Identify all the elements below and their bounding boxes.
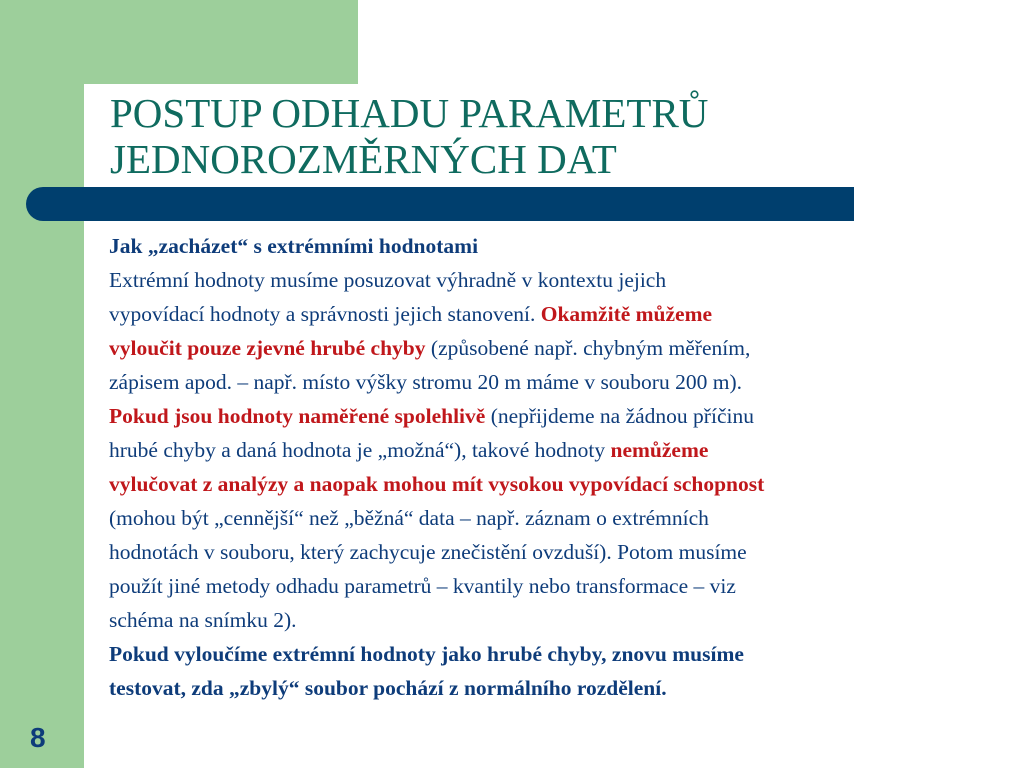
title-line-1: POSTUP ODHADU PARAMETRŮ <box>110 90 709 136</box>
body-line: schéma na snímku 2). <box>109 608 297 632</box>
body-line: Extrémní hodnoty musíme posuzovat výhradně v kontextu jejich <box>109 268 667 292</box>
body-heading: Jak „zacházet“ s extrémními hodnotami <box>109 234 479 258</box>
left-green-band <box>0 0 84 768</box>
emphasis-text: Pokud jsou hodnoty naměřené spolehlivě <box>109 404 486 428</box>
body-text: hrubé chyby a daná hodnota je „možná“), takové hodnoty <box>109 438 611 462</box>
body-text: vypovídací hodnoty a správnosti jejich stanovení. <box>109 302 541 326</box>
slide-body <box>109 229 989 705</box>
body-line: použít jiné metody odhadu parametrů – kvantily nebo transformace – viz <box>109 574 736 598</box>
body-line: (mohou být „cennější“ než „běžná“ data – např. záznam o extrémních <box>109 506 709 530</box>
top-green-band <box>84 0 358 84</box>
emphasis-text: nemůžeme <box>610 438 709 462</box>
body-line <box>109 297 989 331</box>
title-line-2: JEDNOROZMĚRNÝCH DAT <box>110 136 617 182</box>
body-text: (nepřijdeme na žádnou příčinu <box>485 404 754 428</box>
emphasis-text: vyloučit pouze zjevné hrubé chyby <box>109 336 426 360</box>
body-line <box>109 399 989 433</box>
page-number: 8 <box>30 722 46 753</box>
body-line <box>109 331 989 365</box>
title-underline-bar <box>26 187 854 221</box>
slide-title <box>110 90 850 182</box>
emphasis-text: Okamžitě můžeme <box>540 302 713 326</box>
body-line: hodnotách v souboru, který zachycuje znečistění ovzduší). Potom musíme <box>109 540 747 564</box>
conclusion-line: Pokud vyloučíme extrémní hodnoty jako hrubé chyby, znovu musíme <box>109 642 744 666</box>
conclusion-line: testovat, zda „zbylý“ soubor pochází z normálního rozdělení. <box>109 676 667 700</box>
body-line <box>109 433 989 467</box>
body-text: (způsobené např. chybným měřením, <box>425 336 751 360</box>
emphasis-line: vylučovat z analýzy a naopak mohou mít vysokou vypovídací schopnost <box>109 472 765 496</box>
body-line: zápisem apod. – např. místo výšky stromu 20 m máme v souboru 200 m). <box>109 370 742 394</box>
